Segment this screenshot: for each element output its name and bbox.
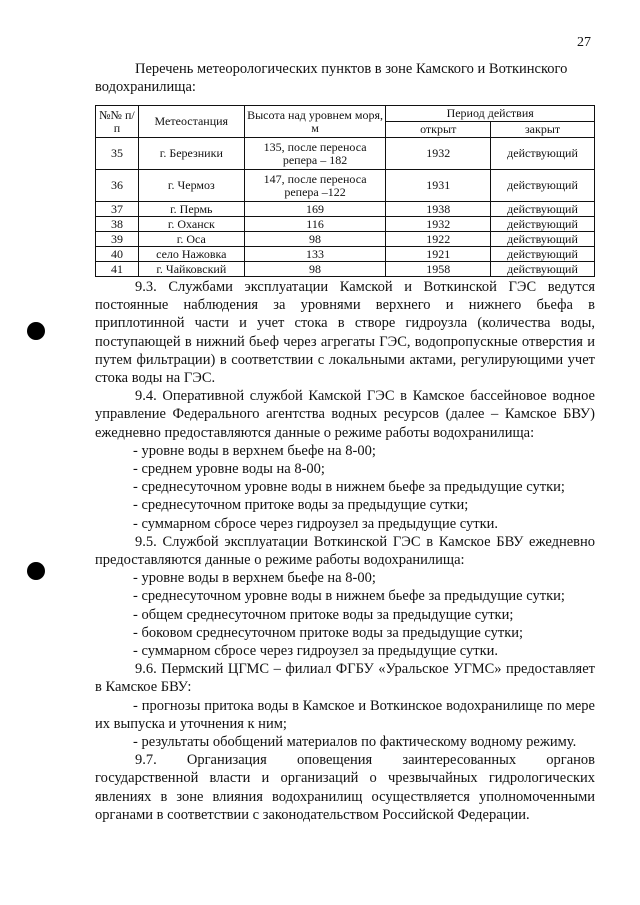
list-item: - общем среднесуточном притоке воды за предыдущие сутки; <box>133 606 514 623</box>
document-body <box>95 278 595 824</box>
list-item: - среднесуточном притоке воды за предыдущие сутки; <box>133 497 469 514</box>
cell-closed: действующий <box>491 217 595 232</box>
header-station: Метеостанция <box>138 106 244 138</box>
punch-hole-top <box>27 322 45 340</box>
list-item: - результаты обобщений материалов по фактическому водному режиму. <box>133 734 577 751</box>
cell-num: 40 <box>96 247 139 262</box>
table-row <box>96 202 595 217</box>
header-closed: закрыт <box>491 122 595 138</box>
cell-height: 98 <box>244 262 386 277</box>
cell-station: г. Оханск <box>138 217 244 232</box>
cell-opened: 1922 <box>386 232 491 247</box>
header-num: №№ п/п <box>96 106 139 138</box>
cell-height: 133 <box>244 247 386 262</box>
cell-station: село Нажовка <box>138 247 244 262</box>
table-title: Перечень метеорологических пунктов в зоне Камского и Воткинского водохранилища: <box>95 61 568 95</box>
cell-station: г. Чермоз <box>138 170 244 202</box>
table-row <box>96 170 595 202</box>
list-item: - боковом среднесуточном притоке воды за предыдущие сутки; <box>133 624 524 641</box>
cell-height: 135, после переноса репера – 182 <box>244 138 386 170</box>
paragraph-9-3: 9.3. Службами эксплуатации Камской и Воткинской ГЭС ведутся постоянные наблюдения за уровнями верхнего и нижнего бьефа в приплотинной части и учет стока в створе гидроузла (количества воды, поступающей в нижний бьеф через агрегаты ГЭС, водопропускные отверстия и путем фильтрации) в соответствии с локальными актами, регулирующими учет стока воды на ГЭС. <box>95 279 595 387</box>
list-item: - суммарном сбросе через гидроузел за предыдущие сутки. <box>133 515 499 532</box>
cell-num: 41 <box>96 262 139 277</box>
cell-closed: действующий <box>491 232 595 247</box>
cell-height: 98 <box>244 232 386 247</box>
header-opened: открыт <box>386 122 491 138</box>
paragraph-9-7: 9.7. Организация оповещения заинтересованных органов государственной власти и организаций о чрезвычайных гидрологических явлениях в зоне влияния водохранилищ осуществляется уполномоченными органами в соответствии с законодательством Российской Федерации. <box>95 752 595 823</box>
table-row <box>96 232 595 247</box>
cell-num: 36 <box>96 170 139 202</box>
list-item: - уровне воды в верхнем бьефе на 8-00; <box>133 442 376 459</box>
paragraph-9-4: 9.4. Оперативной службой Камской ГЭС в Камское бассейновое водное управление Федерального агентства водных ресурсов (далее – Камское БВУ) ежедневно предоставляются данные о режиме работы водохранилища: <box>95 388 595 441</box>
list-item: - прогнозы притока воды в Камское и Воткинское водохранилище по мере их выпуска и уточнения к ним; <box>95 697 595 732</box>
cell-opened: 1931 <box>386 170 491 202</box>
paragraph-9-5: 9.5. Службой эксплуатации Воткинской ГЭС в Камское БВУ ежедневно предоставляются данные о режиме работы водохранилища: <box>95 533 595 569</box>
header-height: Высота над уровнем моря, м <box>244 106 386 138</box>
page-number: 27 <box>577 35 591 50</box>
cell-opened: 1932 <box>386 217 491 232</box>
cell-height: 169 <box>244 202 386 217</box>
table-row <box>96 262 595 277</box>
list-item: - уровне воды в верхнем бьефе на 8-00; <box>133 570 376 587</box>
cell-num: 35 <box>96 138 139 170</box>
cell-closed: действующий <box>491 138 595 170</box>
cell-closed: действующий <box>491 170 595 202</box>
cell-closed: действующий <box>491 247 595 262</box>
punch-hole-bottom <box>27 562 45 580</box>
cell-num: 39 <box>96 232 139 247</box>
table-row <box>96 138 595 170</box>
list-item: - среднесуточном уровне воды в нижнем бьефе за предыдущие сутки; <box>133 588 565 605</box>
list-item: - среднем уровне воды на 8-00; <box>133 461 325 478</box>
cell-station: г. Пермь <box>138 202 244 217</box>
cell-closed: действующий <box>491 202 595 217</box>
cell-num: 37 <box>96 202 139 217</box>
cell-num: 38 <box>96 217 139 232</box>
cell-height: 116 <box>244 217 386 232</box>
cell-closed: действующий <box>491 262 595 277</box>
cell-station: г. Березники <box>138 138 244 170</box>
cell-opened: 1938 <box>386 202 491 217</box>
cell-opened: 1958 <box>386 262 491 277</box>
cell-station: г. Оса <box>138 232 244 247</box>
list-item: - среднесуточном уровне воды в нижнем бьефе за предыдущие сутки; <box>133 479 565 496</box>
cell-opened: 1921 <box>386 247 491 262</box>
list-item: - суммарном сбросе через гидроузел за предыдущие сутки. <box>133 643 499 660</box>
header-period: Период действия <box>386 106 595 122</box>
stations-table <box>95 105 595 277</box>
cell-station: г. Чайковский <box>138 262 244 277</box>
table-row <box>96 217 595 232</box>
cell-opened: 1932 <box>386 138 491 170</box>
paragraph-9-6: 9.6. Пермский ЦГМС – филиал ФГБУ «Уральское УГМС» предоставляет в Камское БВУ: <box>95 661 595 696</box>
table-row <box>96 247 595 262</box>
cell-height: 147, после переноса репера –122 <box>244 170 386 202</box>
